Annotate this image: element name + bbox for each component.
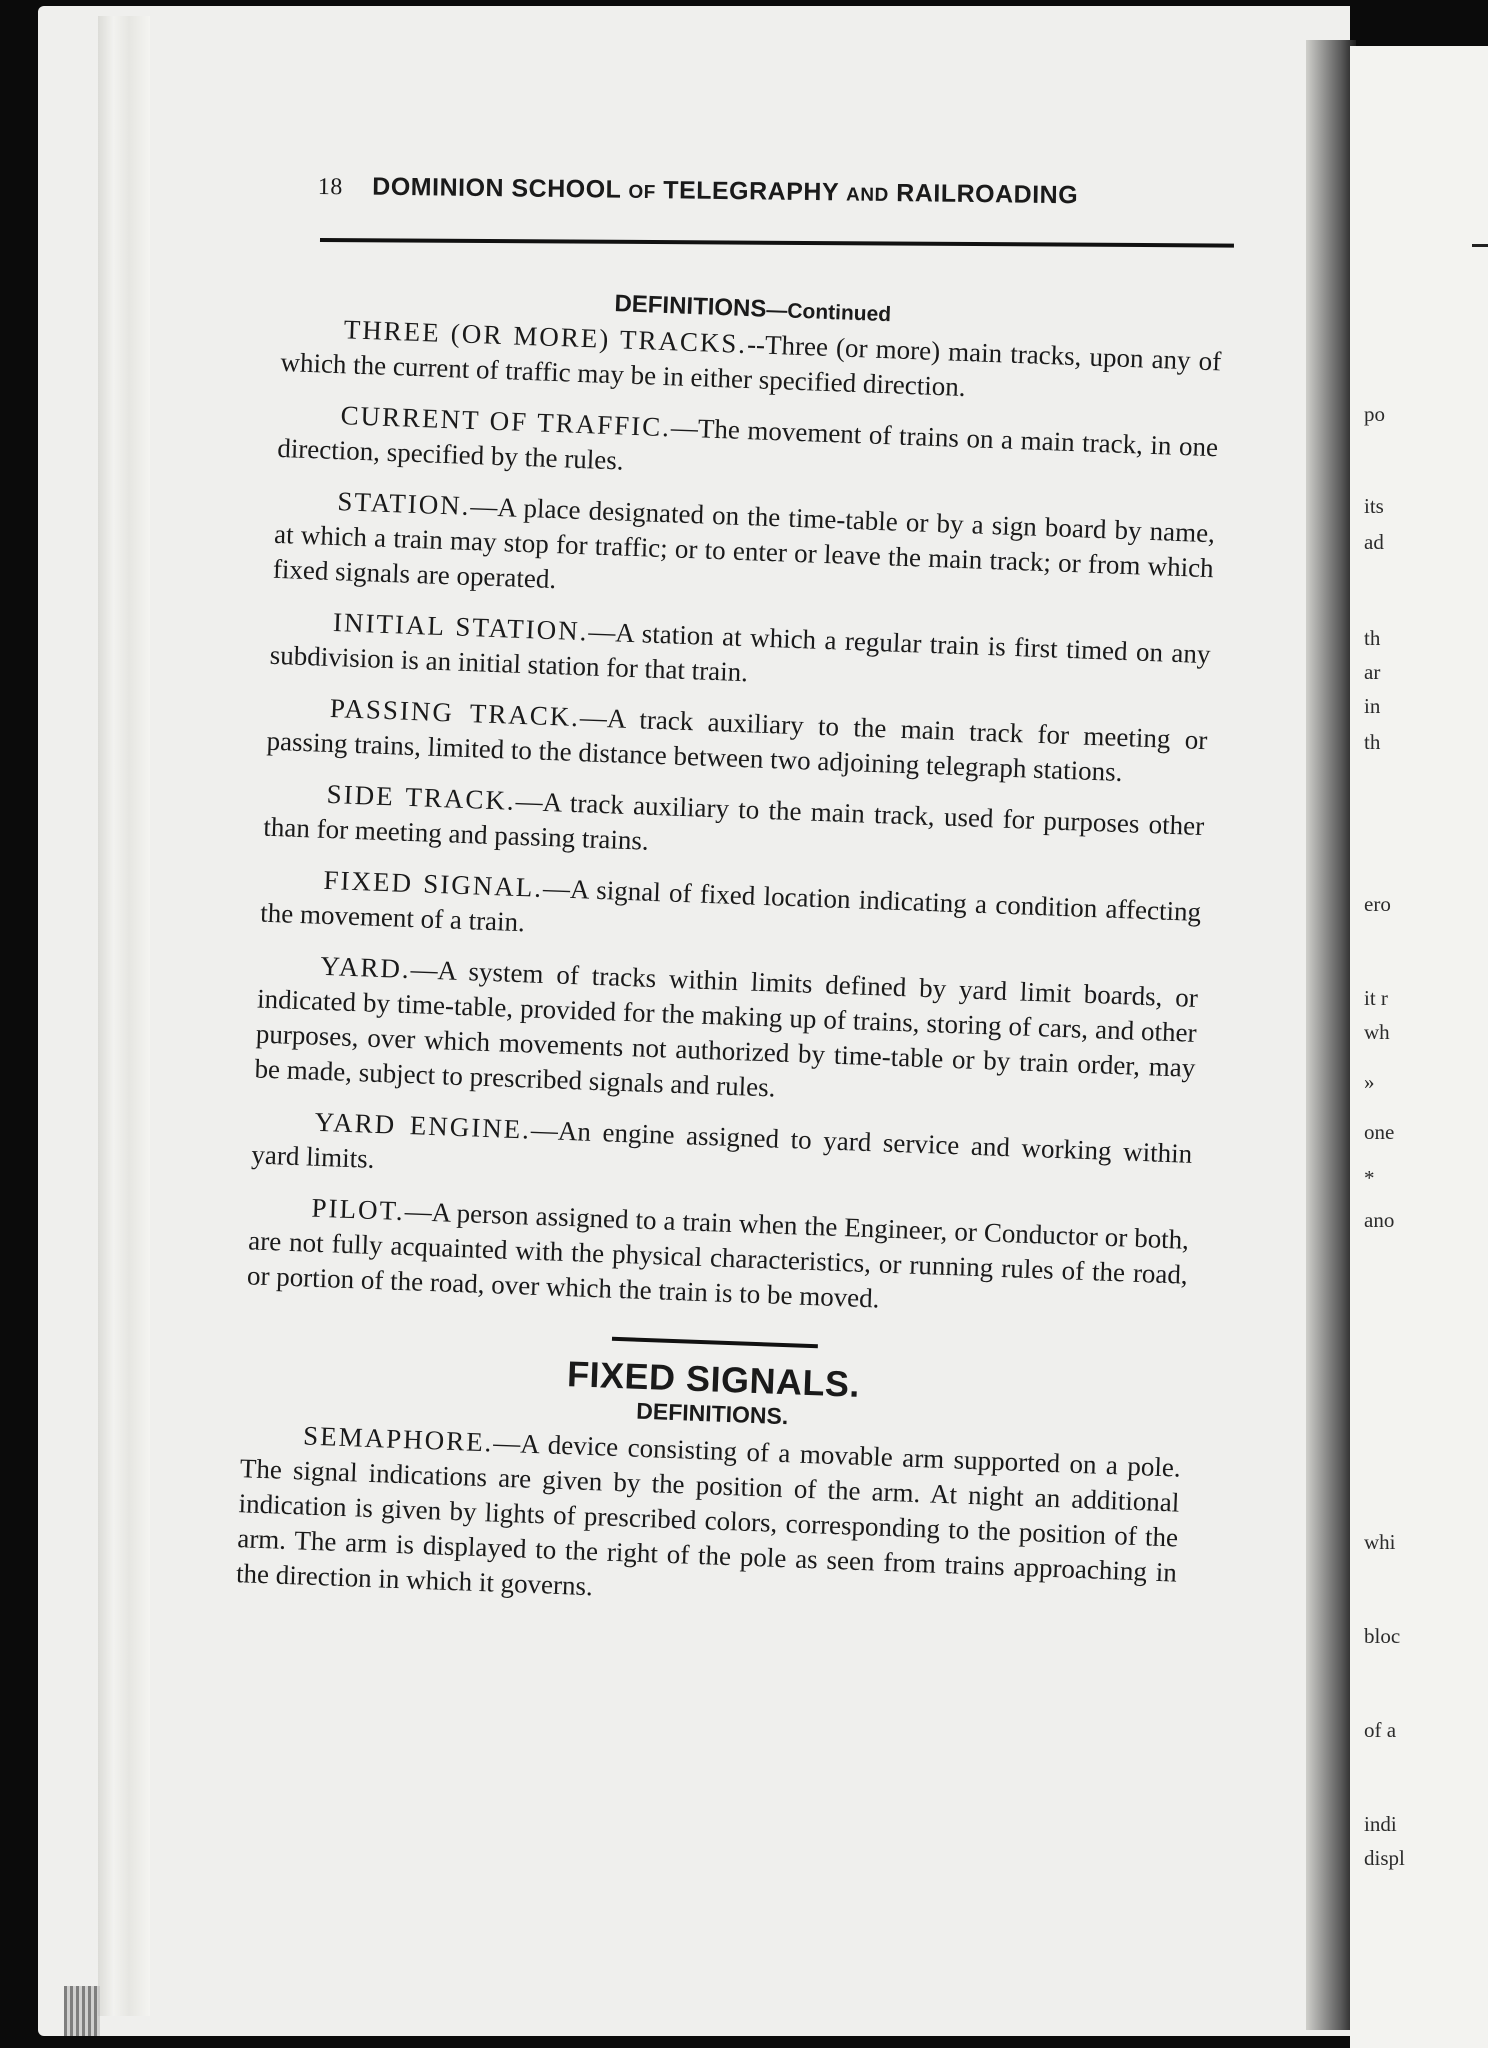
- definition-term: YARD.: [319, 950, 412, 985]
- facing-page-fragment: its: [1364, 494, 1384, 518]
- definition-pilot: [246, 1188, 1189, 1327]
- facing-page-fragment: *: [1364, 1166, 1375, 1190]
- page-body: [235, 268, 1223, 1642]
- book-gutter: [1306, 40, 1356, 2030]
- facing-page-fragment: wh: [1364, 1020, 1390, 1044]
- definition-passing-track: [266, 689, 1208, 793]
- running-head-and: AND: [845, 184, 889, 206]
- definition-term: INITIAL STATION.: [332, 607, 589, 647]
- continued-heading-title: DEFINITIONS: [613, 290, 767, 323]
- definition-text: —A track auxiliary to the main track, used for purposes other than for meeting and passing trains.: [262, 785, 1205, 856]
- page-edge-stack: [98, 16, 150, 2016]
- facing-page-fragment: po: [1364, 402, 1385, 426]
- definition-term: PILOT.: [311, 1192, 406, 1227]
- facing-page-fragment: ano: [1364, 1208, 1395, 1232]
- definition-term: FIXED SIGNAL.: [323, 864, 544, 903]
- running-head-school: DOMINION SCHOOL: [372, 172, 622, 204]
- facing-page-fragment: it r: [1364, 986, 1388, 1010]
- running-head-railroading: RAILROADING: [896, 179, 1079, 210]
- section-divider: [612, 1337, 818, 1349]
- continued-heading-suffix: —Continued: [765, 298, 892, 327]
- definition-semaphore: [235, 1416, 1181, 1625]
- facing-page-fragment: th: [1364, 730, 1381, 754]
- definition-station: [272, 482, 1215, 621]
- facing-page: [1350, 46, 1488, 2048]
- definition-text: —A person assigned to a train when the Engineer, or Conductor or both, are not fully acquainted with the physical characteristics, or running rules of the road, or portion of the road, over which the train is to be moved.: [246, 1196, 1190, 1314]
- definition-text: —A system of tracks within limits defined by yard limit boards, or indicated by time-table, provided for the making up of trains, storing of cars, and other purposes, over which movements not authorized by time-table or by train order, may be made, subject to prescribed signals and rules.: [254, 954, 1199, 1103]
- definition-fixed-signal: [260, 861, 1202, 965]
- running-head-telegraphy: TELEGRAPHY: [663, 176, 839, 207]
- facing-page-fragment: »: [1364, 1070, 1375, 1094]
- facing-page-fragment: ero: [1364, 892, 1391, 916]
- facing-page-fragment: ad: [1364, 530, 1384, 554]
- definition-term: SEMAPHORE.: [302, 1420, 494, 1458]
- definition-yard-engine: [251, 1102, 1193, 1206]
- definition-text: --Three (or more) main tracks, upon any of which the current of traffic may be in either specified direction.: [280, 329, 1222, 403]
- definition-initial-station: [269, 603, 1211, 707]
- page-number: 18: [317, 173, 343, 201]
- facing-page-fragment: ar: [1364, 660, 1381, 684]
- definition-term: THREE (OR MORE) TRACKS.: [343, 314, 748, 360]
- facing-page-head-rule: [1472, 244, 1488, 247]
- definition-term: PASSING TRACK.: [329, 692, 581, 733]
- facing-page-fragment: indi: [1364, 1812, 1397, 1836]
- facing-page-fragment: in: [1364, 694, 1381, 718]
- facing-page-fragment: of a: [1364, 1718, 1397, 1742]
- definition-text: —An engine assigned to yard service and working within yard limits.: [250, 1114, 1193, 1174]
- facing-page-fragment: bloc: [1364, 1624, 1401, 1648]
- definition-yard: [254, 947, 1198, 1121]
- facing-page-fragment: displ: [1364, 1846, 1405, 1870]
- facing-page-fragment: one: [1364, 1120, 1395, 1144]
- facing-page-fragment: whi: [1364, 1530, 1396, 1554]
- definition-text: —A signal of fixed location indicating a condition affecting the movement of a train.: [259, 872, 1202, 938]
- section-title: FIXED SIGNALS.: [566, 1353, 861, 1405]
- definition-term: CURRENT OF TRAFFIC.: [340, 400, 672, 443]
- definition-term: SIDE TRACK.: [326, 778, 517, 816]
- definition-current-of-traffic: [277, 396, 1219, 500]
- definition-term: STATION.: [336, 486, 472, 521]
- definition-side-track: [263, 775, 1205, 879]
- definition-text: —The movement of trains on a main track, in one direction, specified by the rules.: [276, 412, 1219, 476]
- corner-wear-mark: [64, 1986, 100, 2036]
- facing-page-fragment: th: [1364, 626, 1381, 650]
- running-head-of: OF: [628, 181, 656, 204]
- section-subtitle: DEFINITIONS.: [635, 1397, 789, 1430]
- definition-term: YARD ENGINE.: [314, 1106, 532, 1145]
- definition-text: —A track auxiliary to the main track for meeting or passing trains, limited to the distance between two adjoining telegraph stations.: [266, 702, 1208, 788]
- definition-text: —A station at which a regular train is first timed on any subdivision is an initial station for that train.: [269, 616, 1212, 688]
- definition-text: —A place designated on the time-table or by a sign board by name, at which a train may stop for traffic; or to enter or leave the main track; or from which fixed signals are operated.: [272, 491, 1216, 595]
- definition-text: —A device consisting of a movable arm supported on a pole. The signal indications are given by the position of the arm. At night an additional indication is given by lights of prescribed colors, corresponding to the position of the arm. The arm is displayed to the right of the pole as seen from trains approaching in the direction in which it governs.: [235, 1427, 1182, 1602]
